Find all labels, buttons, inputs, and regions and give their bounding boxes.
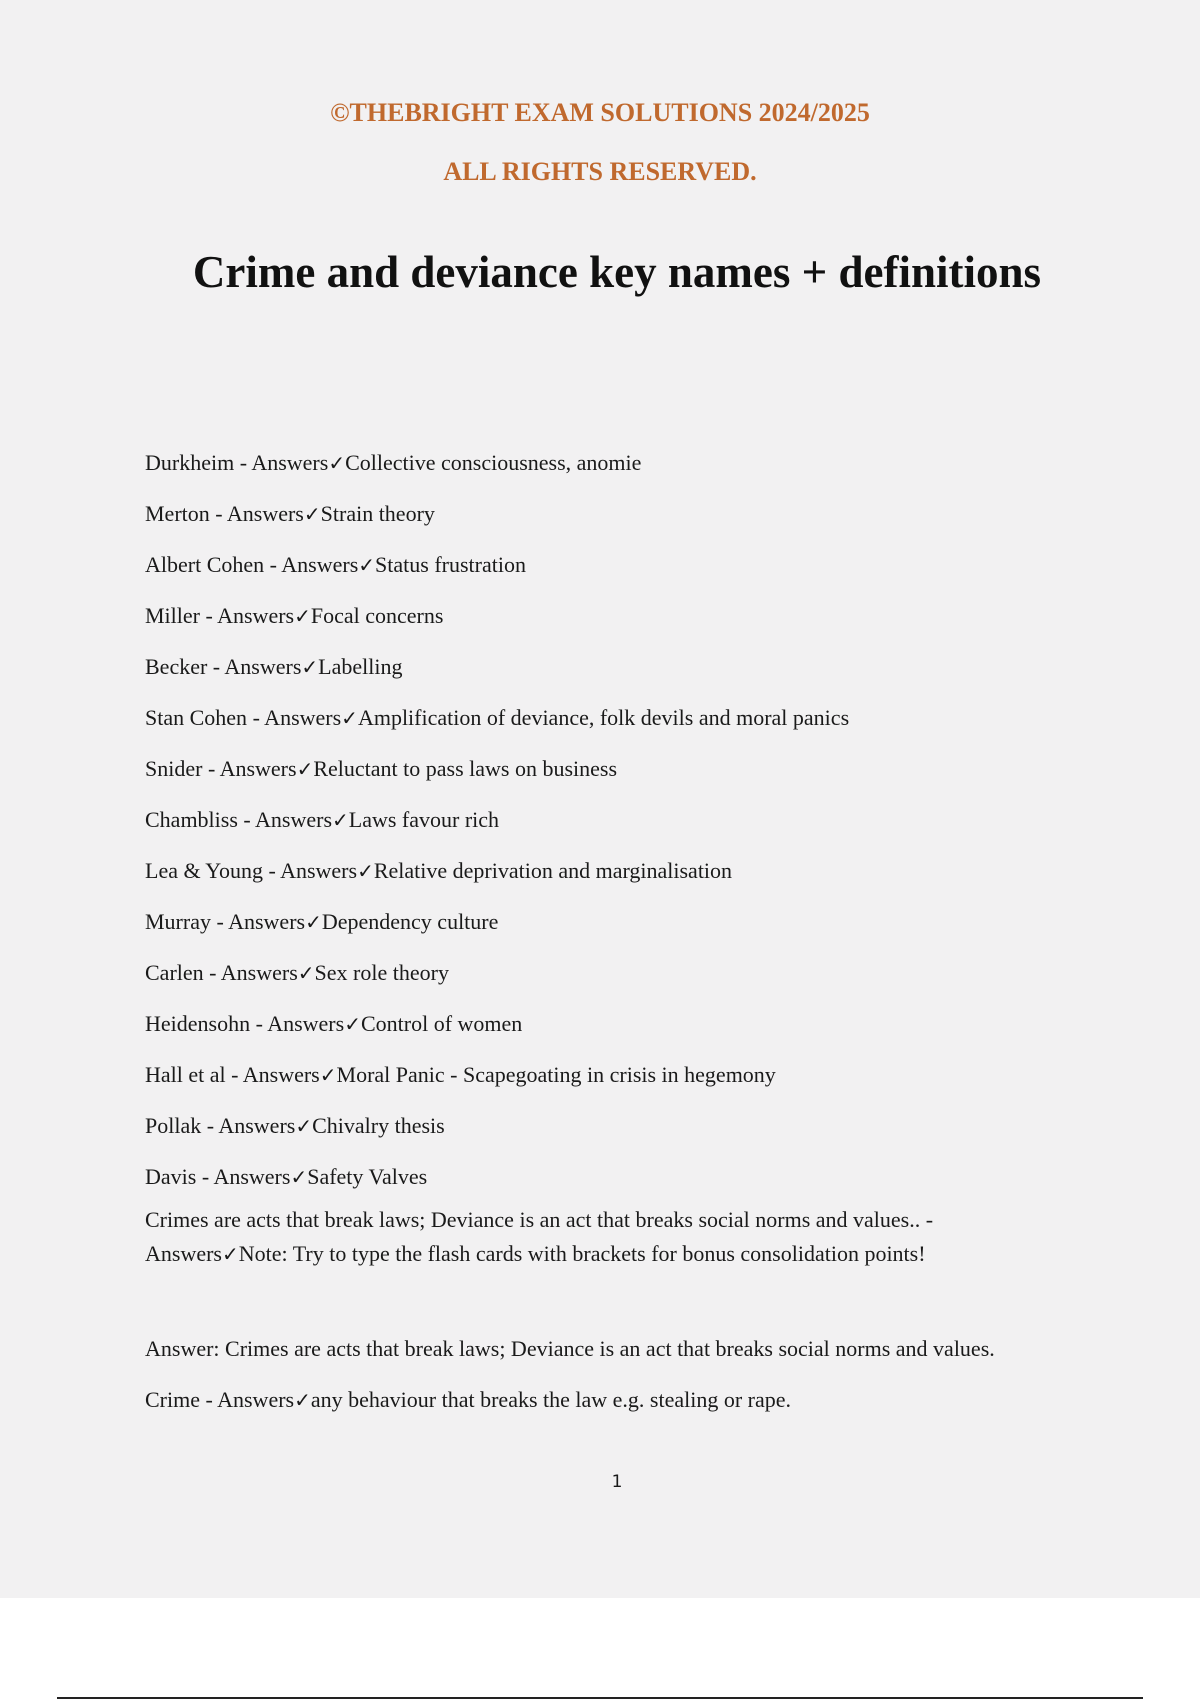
- check-icon: ✓: [332, 808, 349, 832]
- note-entry: Crimes are acts that break laws; Deviance is an act that breaks social norms and values.. - Answers✓Note: Try to type the flash cards with brackets for bonus consolidation points!: [145, 1207, 934, 1266]
- check-icon: ✓: [296, 757, 314, 781]
- key-names-list: [145, 446, 1145, 1211]
- check-icon: ✓: [328, 451, 346, 475]
- check-icon: ✓: [341, 706, 358, 730]
- copyright-header: ©THEBRIGHT EXAM SOLUTIONS 2024/2025: [330, 98, 870, 127]
- check-icon: ✓: [297, 961, 315, 985]
- check-icon: ✓: [303, 502, 321, 526]
- check-icon: ✓: [357, 859, 374, 883]
- list-item: Merton - Answers✓Strain theory: [145, 501, 435, 526]
- list-item: Lea & Young - Answers✓Relative deprivation and marginalisation: [145, 858, 733, 883]
- check-icon: ✓: [301, 655, 319, 679]
- rights-header: ALL RIGHTS RESERVED.: [443, 157, 757, 186]
- check-icon: ✓: [295, 1114, 313, 1138]
- list-item: Becker - Answers✓Labelling: [145, 654, 403, 679]
- list-item: Stan Cohen - Answers✓Amplification of deviance, folk devils and moral panics: [145, 705, 850, 730]
- check-icon: ✓: [305, 910, 322, 934]
- check-icon: ✓: [358, 553, 376, 577]
- list-item: Snider - Answers✓Reluctant to pass laws on business: [145, 756, 618, 781]
- check-icon: ✓: [222, 1242, 239, 1266]
- list-item: Carlen - Answers✓Sex role theory: [145, 960, 449, 985]
- list-item: Heidensohn - Answers✓Control of women: [145, 1011, 523, 1036]
- list-item: Miller - Answers✓Focal concerns: [145, 603, 444, 628]
- check-icon: ✓: [294, 604, 311, 628]
- check-icon: ✓: [344, 1012, 361, 1036]
- list-item: Pollak - Answers✓Chivalry thesis: [145, 1113, 445, 1138]
- page-number: 1: [611, 1472, 623, 1492]
- check-icon: ✓: [319, 1063, 337, 1087]
- footer-divider: [57, 1697, 1143, 1699]
- check-icon: ✓: [294, 1388, 311, 1412]
- list-item: Davis - Answers✓Safety Valves: [145, 1164, 428, 1189]
- list-item: Hall et al - Answers✓Moral Panic - Scapegoating in crisis in hegemony: [145, 1062, 776, 1087]
- document-title: Crime and deviance key names + definitions: [192, 247, 1042, 297]
- list-item: Murray - Answers✓Dependency culture: [145, 909, 499, 934]
- answer-line: Answer: Crimes are acts that break laws; Deviance is an act that breaks social norms and values.: [145, 1336, 995, 1361]
- crime-entry: Crime - Answers✓any behaviour that breaks the law e.g. stealing or rape.: [145, 1387, 792, 1412]
- check-icon: ✓: [290, 1165, 308, 1189]
- list-item: Chambliss - Answers✓Laws favour rich: [145, 807, 500, 832]
- list-item: Durkheim - Answers✓Collective consciousness, anomie: [145, 450, 642, 475]
- list-item: Albert Cohen - Answers✓Status frustration: [145, 552, 526, 577]
